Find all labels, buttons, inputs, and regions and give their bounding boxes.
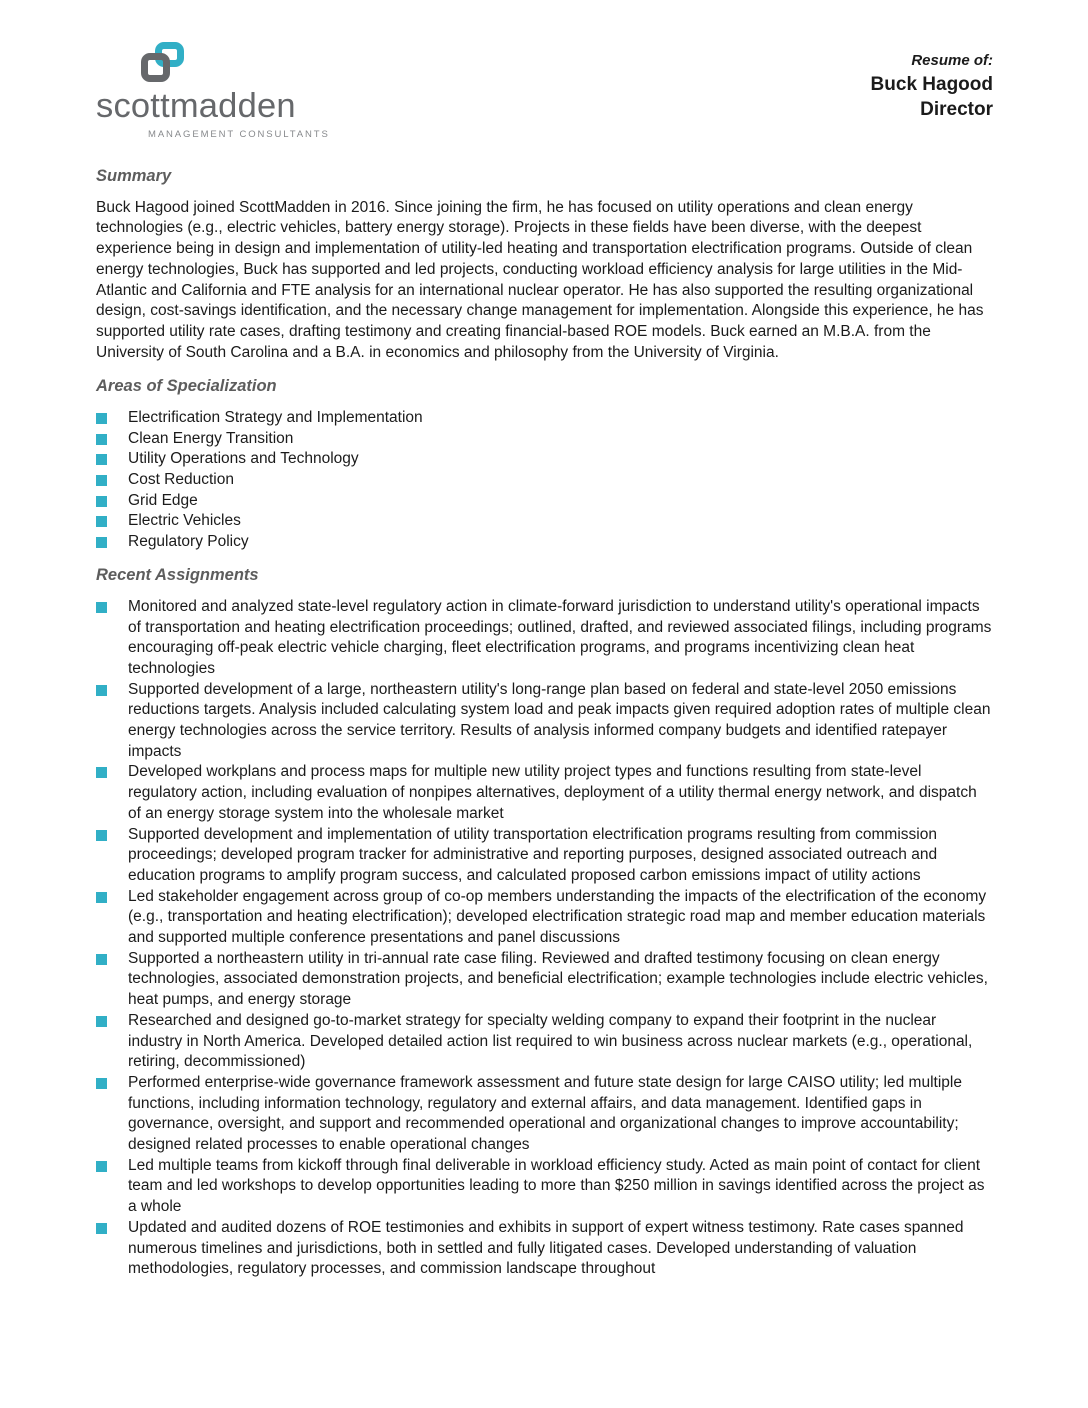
section-assignments — [96, 566, 993, 1280]
bullet-square-icon — [96, 496, 107, 507]
section-specializations — [96, 377, 993, 553]
list-item-text: Updated and audited dozens of ROE testimonies and exhibits in support of expert witness testimony. Rate cases spanned numerous timelines and jurisdictions, both in settled and fully litigated cases. Developed understanding of valuation methodologies, regulatory processes, and commission landscape throughout — [128, 1218, 964, 1278]
list-item — [96, 825, 993, 887]
list-item — [96, 1218, 993, 1280]
list-item-text: Developed workplans and process maps for multiple new utility project types and functions resulting from state-level regulatory action, including evaluation of nonpipes alternatives, deployment of a utility thermal energy network, and dispatch of an energy storage system into the wholesale market — [128, 763, 977, 822]
resume-of-label: Resume of: — [911, 52, 993, 69]
resume-header-block — [871, 42, 993, 122]
list-item-text: Performed enterprise-wide governance framework assessment and future state design for large CAISO utility; led multiple functions, including information technology, regulatory and external affairs, and data management. Identified gaps in governance, oversight, and support and recommended operational and organizational changes to improve accountability; designed related processes to enable operational changes — [128, 1073, 962, 1154]
list-item — [96, 1156, 993, 1218]
list-item — [96, 449, 993, 470]
list-item-text: Electrification Strategy and Implementation — [128, 408, 423, 426]
bullet-square-icon — [96, 830, 107, 841]
list-item — [96, 597, 993, 680]
logo-gray-square-icon — [141, 53, 170, 82]
list-item — [96, 762, 993, 824]
list-item — [96, 408, 993, 429]
bullet-square-icon — [96, 475, 107, 486]
person-title: Director — [920, 99, 993, 120]
list-item-text: Clean Energy Transition — [128, 429, 294, 447]
bullet-square-icon — [96, 1016, 107, 1027]
bullet-square-icon — [96, 413, 107, 424]
list-item-text: Supported development and implementation of utility transportation electrification programs resulting from commission proceedings; developed program tracker for administrative and reporting purposes, designed associated outreach and education programs to amplify program success, and calculated proposed carbon emissions impact of utility actions — [128, 825, 938, 884]
bullet-square-icon — [96, 892, 107, 903]
list-item — [96, 429, 993, 450]
list-item — [96, 532, 993, 553]
company-logo — [96, 42, 330, 140]
list-item — [96, 470, 993, 491]
list-item-text: Utility Operations and Technology — [128, 450, 359, 468]
list-item — [96, 491, 993, 512]
bullet-square-icon — [96, 767, 107, 778]
list-item-text: Electric Vehicles — [128, 512, 241, 530]
bullet-square-icon — [96, 602, 107, 613]
bullet-square-icon — [96, 434, 107, 445]
assignment-list — [96, 597, 993, 1280]
list-item — [96, 511, 993, 532]
list-item-text: Led stakeholder engagement across group of co-op members understanding the impacts of the electrification of the economy (e.g., transportation and heating electrification); developed electrification strategic road map and member education materials and supported multiple conference presentations and panel discussions — [128, 887, 987, 947]
list-item-text: Led multiple teams from kickoff through final deliverable in workload efficiency study. Acted as main point of contact for client team and led workshops to develop opportunities leading to more than $250 million in savings identified across the project as a whole — [128, 1156, 985, 1216]
bullet-square-icon — [96, 1161, 107, 1172]
section-summary — [96, 167, 993, 364]
list-item-text: Supported development of a large, northeastern utility's long-range plan based on federal and state-level 2050 emissions reductions targets. Analysis included calculating system load and peak impacts given required adoption rates of multiple clean energy technologies across the service territory. Results of analysis informed company budgets and identified ratepayer impacts — [128, 680, 991, 760]
specializations-heading: Areas of Specialization — [96, 376, 277, 395]
list-item-text: Supported a northeastern utility in tri-annual rate case filing. Reviewed and drafted testimony focusing on clean energy technologies, associated demonstration projects, and beneficial electrification; example technologies include electric vehicles, heat pumps, and energy storage — [128, 949, 988, 1009]
bullet-square-icon — [96, 1223, 107, 1234]
list-item — [96, 949, 993, 1011]
list-item-text: Regulatory Policy — [128, 533, 249, 551]
logo-tagline: MANAGEMENT CONSULTANTS — [148, 128, 330, 140]
list-item — [96, 1011, 993, 1073]
bullet-square-icon — [96, 537, 107, 548]
list-item — [96, 887, 993, 949]
bullet-square-icon — [96, 516, 107, 527]
list-item-text: Cost Reduction — [128, 470, 234, 488]
bullet-square-icon — [96, 454, 107, 465]
assignments-heading: Recent Assignments — [96, 565, 259, 584]
specialization-list — [96, 408, 993, 553]
list-item-text: Researched and designed go-to-market strategy for specialty welding company to expand their footprint in the nuclear industry in North America. Developed detailed action list required to win business across nuclear markets (e.g., operational, retiring, decommissioned) — [128, 1011, 973, 1071]
list-item-text: Monitored and analyzed state-level regulatory action in climate-forward jurisdiction to understand utility's operational impacts of transportation and heating electrification proceedings; outlined, drafted, and reviewed associated filings, including programs encouraging off-peak electric vehicle charging, fleet electrification programs, and programs incentivizing clean heat technologies — [128, 597, 992, 677]
logo-wordmark: scottmadden — [96, 87, 296, 125]
masthead — [96, 42, 993, 140]
summary-paragraph: Buck Hagood joined ScottMadden in 2016. Since joining the firm, he has focused on utility operations and clean energy technologies (e.g., electric vehicles, battery energy storage). Projects in these fields have been diverse, with the deepest experience being in design and implementation of utility-led heating and transportation electrification programs. Outside of clean energy technologies, Buck has supported and led projects, conducting workload efficiency analysis for large utilities in the Mid-Atlantic and California and FTE analysis for an international nuclear operator. He has also supported the resulting organizational design, cost-savings identification, and the necessary change management for implementation. Alongside this experience, he has supported utility rate cases, drafting testimony and creating financial-based ROE models. Buck earned an M.B.A. from the University of South Carolina and a B.A. in economics and philosophy from the University of Virginia. — [96, 198, 984, 362]
summary-heading: Summary — [96, 166, 172, 185]
bullet-square-icon — [96, 1078, 107, 1089]
list-item-text: Grid Edge — [128, 491, 198, 509]
bullet-square-icon — [96, 954, 107, 965]
logo-overlapping-squares-icon — [141, 42, 189, 88]
list-item — [96, 1073, 993, 1156]
person-name: Buck Hagood — [870, 74, 993, 95]
bullet-square-icon — [96, 685, 107, 696]
list-item — [96, 680, 993, 763]
